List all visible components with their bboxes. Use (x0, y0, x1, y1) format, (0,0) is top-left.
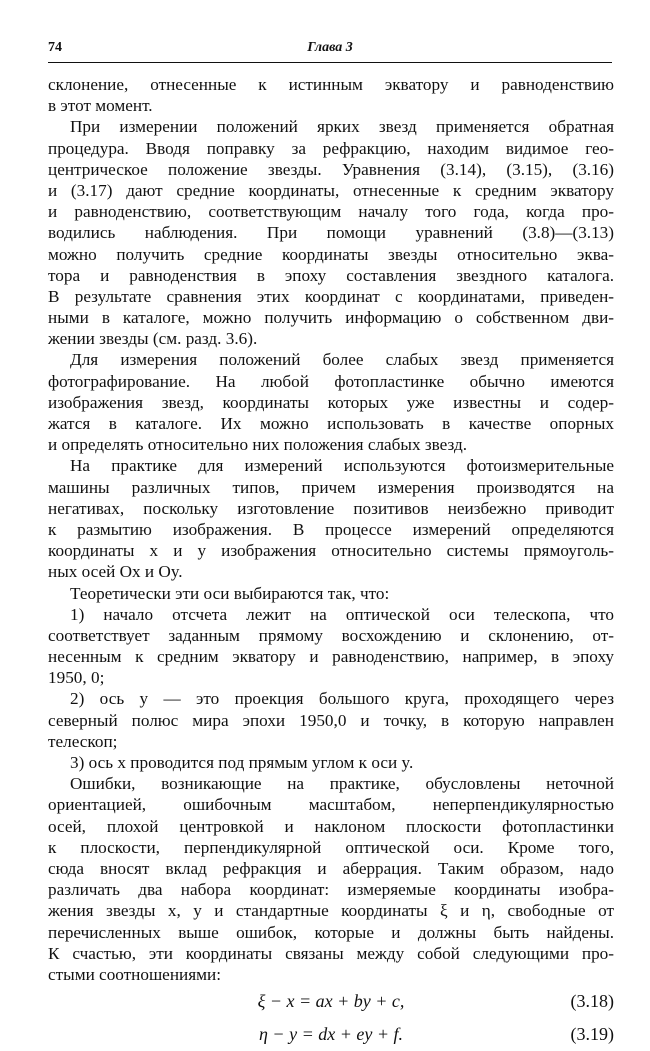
text-line: фотографирование. На любой фотопластинке обычно имеются (48, 371, 614, 391)
text-line: телескоп; (48, 731, 118, 751)
text-line: На практике для измерений используются фотоизмерительные (70, 456, 614, 476)
text-line: можно получить средние координаты звезды относительно эква- (48, 244, 614, 264)
text-line: перечисленных выше ошибок, которые и должны быть найдены. (48, 922, 614, 942)
equation-number: (3.18) (570, 991, 614, 1012)
text-line: осей, плохой центровкой и наклоном плоскости фотопластинки (48, 816, 614, 836)
page-header (48, 40, 612, 62)
equation-expression: ξ − x = ax + by + c, (257, 991, 405, 1012)
equation (48, 985, 614, 1018)
text-line: и определять относительно них положения слабых звезд. (48, 435, 468, 455)
text-line: процедура. Вводя поправку за рефракцию, находим видимое гео- (48, 138, 614, 158)
text-line: ными в каталоге, можно получить информацию о собственном дви- (48, 308, 614, 328)
equation-number: (3.19) (570, 1024, 614, 1045)
text-line: соответствует заданным прямому восхождению и склонению, от- (48, 625, 614, 645)
text-line: 3) ось x проводится под прямым углом к оси y. (70, 753, 414, 772)
text-line: различать два набора координат: измеряемые координаты изобра- (48, 880, 614, 900)
text-line: 1950, 0; (48, 668, 105, 688)
text-line: ориентацией, ошибочным масштабом, неперпендикулярностью (48, 795, 614, 815)
text-line: изображения звезд, координаты которых уже известны и содер- (48, 392, 614, 412)
text-line: к плоскости, перпендикулярной оптической оси. Кроме того, (48, 837, 614, 857)
text-line: и (3.17) дают средние координаты, отнесенные к средним экватору (48, 180, 614, 200)
text-line: ных осей Ox и Oy. (48, 562, 183, 582)
chapter-title: Глава 3 (307, 40, 353, 55)
text-line: В результате сравнения этих координат с координатами, приведен- (48, 286, 614, 306)
text-line: северный полюс мира эпохи 1950,0 и точку, в которую направлен (48, 710, 614, 730)
text-line: склонение, отнесенные к истинным экватору и равноденствию (48, 75, 614, 94)
text-line: 2) ось y — это проекция большого круга, проходящего через (70, 689, 614, 709)
equation-expression: η − y = dx + ey + f. (259, 1024, 403, 1045)
text-line: При измерении положений ярких звезд применяется обратная (70, 117, 614, 137)
paragraph (48, 752, 614, 773)
text-line: жатся в каталоге. Их можно использовать в качестве опорных (48, 414, 614, 433)
equation (48, 1018, 614, 1051)
text-line: тора и равноденствия в эпоху составления звездного каталога. (48, 265, 614, 285)
paragraph (48, 116, 614, 349)
text-line: жении звезды (см. разд. 3.6). (48, 329, 258, 349)
text-line: жения звезды x, y и стандартные координаты ξ и η, свободные от (48, 901, 614, 921)
text-line: Теоретически эти оси выбираются так, что: (70, 583, 390, 603)
text-line: в этот момент. (48, 96, 153, 116)
paragraph (48, 604, 614, 689)
paragraph (48, 74, 614, 116)
text-line: несенным к средним экватору и равноденствию, например, в эпоху (48, 647, 614, 667)
text-line: машины различных типов, причем измерения производятся на (48, 477, 614, 497)
text-line: и равноденствию, соответствующим началу того года, когда про- (48, 202, 614, 222)
text-line: стыми соотношениями: (48, 964, 221, 984)
paragraph (48, 583, 614, 604)
text-line: координаты x и y изображения относительно системы прямоуголь- (48, 541, 614, 561)
header-rule (48, 62, 612, 63)
text-line: сюда вносят вклад рефракция и аберрация. Таким образом, надо (48, 858, 614, 878)
text-line: Ошибки, возникающие на практике, обусловлены неточной (70, 774, 614, 794)
text-line: водились наблюдения. При помощи уравнений (3.8)—(3.13) (48, 223, 614, 243)
paragraph (48, 773, 614, 985)
body-text (48, 74, 614, 1051)
text-line: 1) начало отсчета лежит на оптической оси телескопа, что (70, 604, 614, 624)
text-line: к размытию изображения. В процессе измерений определяются (48, 519, 614, 539)
text-line: К счастью, эти координаты связаны между собой следующими про- (48, 943, 614, 963)
text-line: Для измерения положений более слабых звезд применяется (70, 350, 614, 370)
text-line: центрическое положение звезды. Уравнения (3.14), (3.15), (3.16) (48, 159, 614, 179)
paragraph (48, 688, 614, 752)
paragraph (48, 349, 614, 455)
text-line: негативах, поскольку изготовление позитивов неизбежно приводит (48, 498, 614, 518)
paragraph (48, 455, 614, 582)
page-number: 74 (48, 40, 62, 55)
